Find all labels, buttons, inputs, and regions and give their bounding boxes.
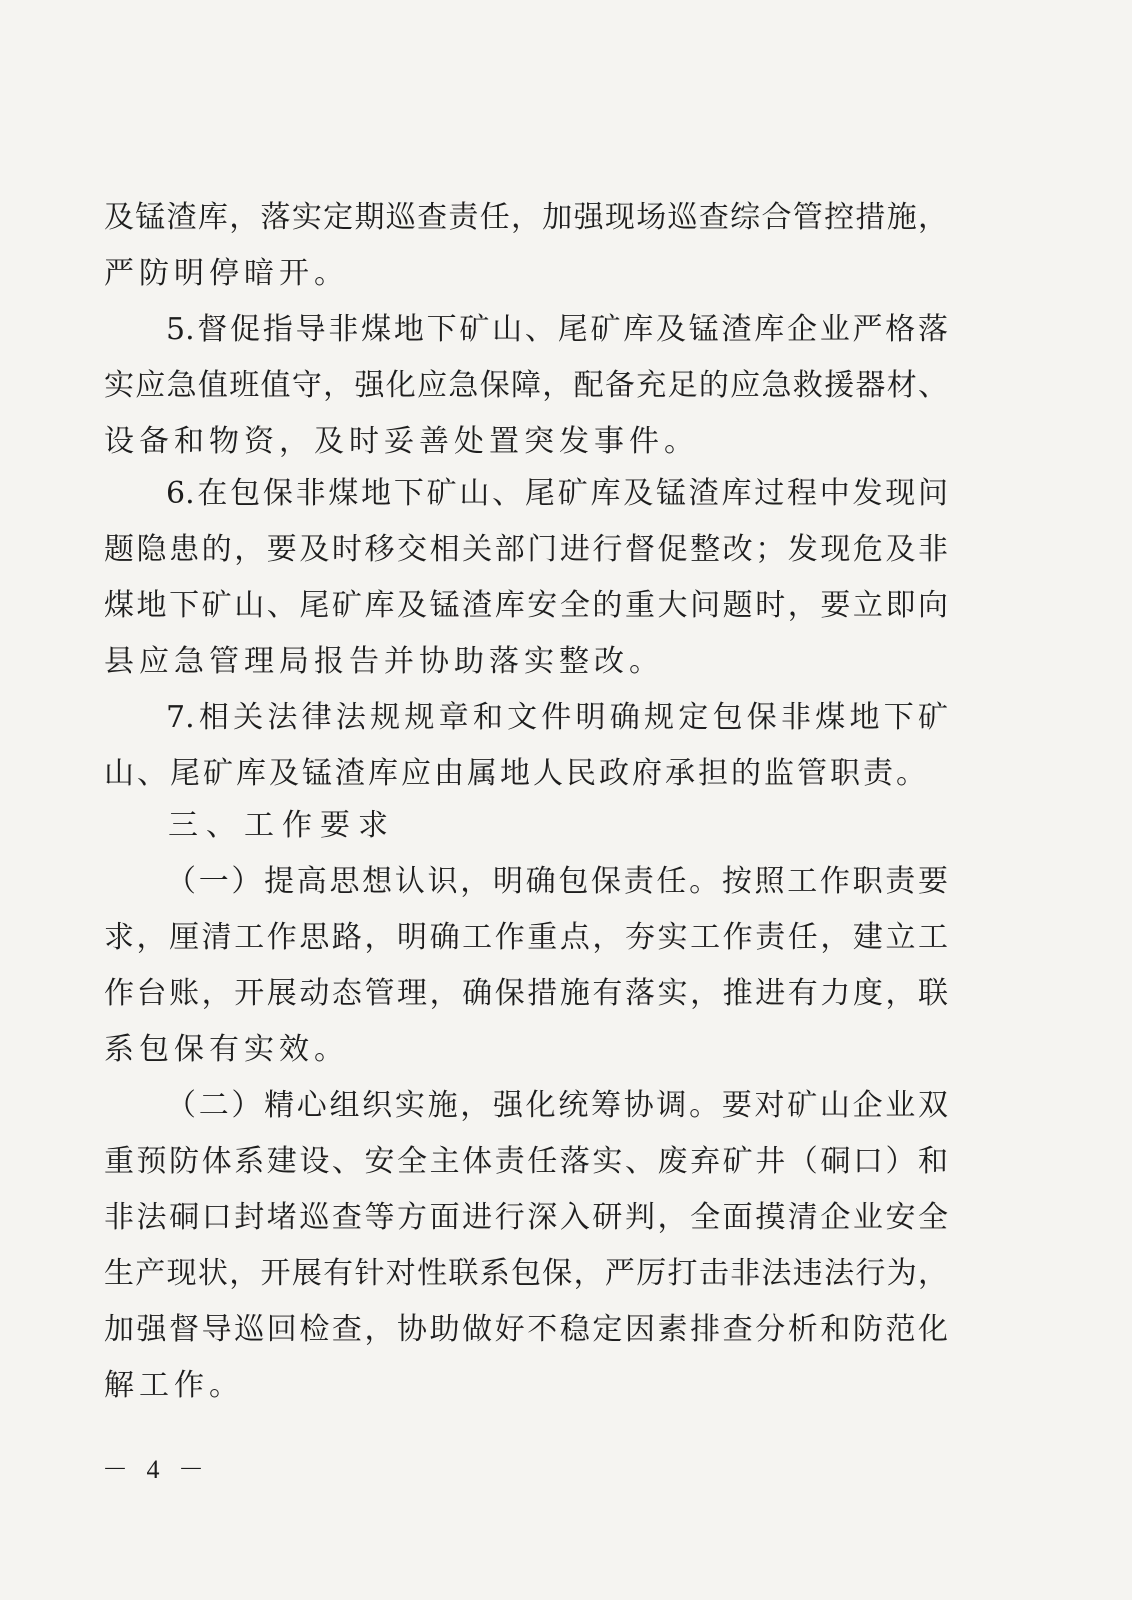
paragraph-line: 非法硐口封堵巡查等方面进行深入研判，全面摸清企业安全: [104, 1200, 948, 1235]
paragraph-line: 严防明停暗开。: [104, 256, 349, 291]
paragraph-line: 煤地下矿山、尾矿库及锰渣库安全的重大问题时，要立即向: [104, 588, 948, 623]
paragraph-line: 题隐患的，要及时移交相关部门进行督促整改；发现危及非: [104, 532, 948, 567]
paragraph-line: 解工作。: [104, 1368, 244, 1403]
paragraph-line: 加强督导巡回检查，协助做好不稳定因素排查分析和防范化: [104, 1312, 948, 1347]
page-number: － 4 －: [102, 1455, 211, 1484]
paragraph-line: 生产现状，开展有针对性联系包保，严厉打击非法违法行为，: [104, 1256, 948, 1291]
paragraph-line: （一）提高思想认识，明确包保责任。按照工作职责要: [166, 864, 948, 899]
paragraph-line: 7.相关法律法规规章和文件明确规定包保非煤地下矿: [166, 700, 948, 735]
paragraph-line: 县应急管理局报告并协助落实整改。: [104, 644, 664, 679]
paragraph-line: 及锰渣库，落实定期巡查责任，加强现场巡查综合管控措施，: [104, 200, 948, 235]
paragraph-line: 系包保有实效。: [104, 1032, 349, 1067]
paragraph-line: 6.在包保非煤地下矿山、尾矿库及锰渣库过程中发现问: [166, 476, 948, 511]
paragraph-line: 设备和物资，及时妥善处置突发事件。: [104, 424, 699, 459]
paragraph-line: 求，厘清工作思路，明确工作重点，夯实工作责任，建立工: [104, 920, 948, 955]
paragraph-line: 作台账，开展动态管理，确保措施有落实，推进有力度，联: [104, 976, 948, 1011]
paragraph-line: 5.督促指导非煤地下矿山、尾矿库及锰渣库企业严格落: [166, 312, 948, 347]
paragraph-line: （二）精心组织实施，强化统筹协调。要对矿山企业双: [166, 1088, 948, 1123]
paragraph-line: 重预防体系建设、安全主体责任落实、废弃矿井（硐口）和: [104, 1144, 948, 1179]
paragraph-line: 山、尾矿库及锰渣库应由属地人民政府承担的监管职责。: [104, 756, 929, 791]
section-heading: 三、工作要求: [168, 808, 396, 843]
paragraph-line: 实应急值班值守，强化应急保障，配备充足的应急救援器材、: [104, 368, 948, 403]
